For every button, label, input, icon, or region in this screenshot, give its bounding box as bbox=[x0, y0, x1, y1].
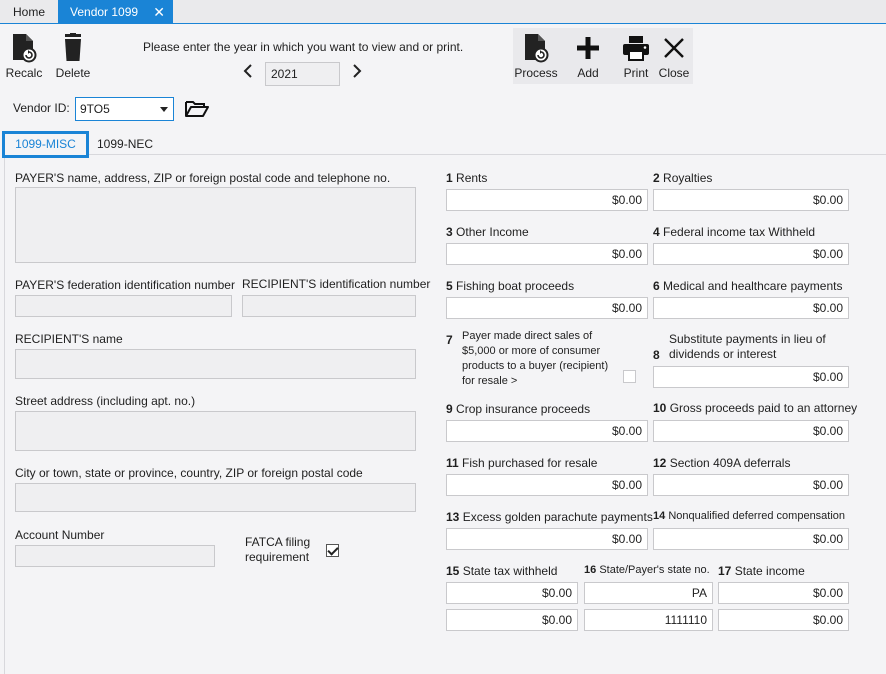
city-field[interactable] bbox=[15, 483, 416, 512]
payer-name-label: PAYER'S name, address, ZIP or foreign postal code and telephone no. bbox=[15, 171, 391, 185]
close-tab-icon[interactable]: ✕ bbox=[153, 4, 165, 20]
account-number-field[interactable] bbox=[15, 545, 215, 567]
street-address-label: Street address (including apt. no.) bbox=[15, 394, 196, 408]
payer-name-field[interactable] bbox=[15, 187, 416, 263]
tab-1099-nec[interactable]: 1099-NEC bbox=[97, 137, 154, 151]
box8-label: Substitute payments in lieu of dividends or interest bbox=[669, 332, 826, 361]
box15-state-tax-input-2[interactable]: $0.00 bbox=[446, 609, 578, 631]
year-input[interactable]: 2021 bbox=[265, 62, 340, 86]
city-label: City or town, state or province, country, ZIP or foreign postal code bbox=[15, 466, 363, 480]
close-button[interactable] bbox=[658, 30, 690, 80]
delete-label: Delete bbox=[55, 66, 91, 80]
recalc-icon bbox=[4, 30, 44, 66]
box17-state-income-input-2[interactable]: $0.00 bbox=[718, 609, 849, 631]
box16-state-no-input-2[interactable]: 1111110 bbox=[584, 609, 713, 631]
box8-substitute-payments-input[interactable]: $0.00 bbox=[653, 366, 849, 388]
box1-rents-input[interactable]: $0.00 bbox=[446, 189, 648, 211]
tab-vendor-label: Vendor 1099 bbox=[70, 5, 139, 19]
box10-label: 10 Gross proceeds paid to an attorney bbox=[653, 401, 858, 415]
box6-label: 6 Medical and healthcare payments bbox=[653, 279, 843, 293]
box15-label: 15 State tax withheld bbox=[446, 564, 558, 578]
account-number-label: Account Number bbox=[15, 528, 105, 542]
box5-label: 5 Fishing boat proceeds bbox=[446, 279, 575, 293]
box16-state-no-input-1[interactable]: PA bbox=[584, 582, 713, 604]
vendor-id-value: 9TO5 bbox=[80, 102, 110, 116]
print-button[interactable] bbox=[619, 30, 653, 80]
box16-label: 16 State/Payer's state no. bbox=[584, 564, 710, 576]
box7-direct-sales-checkbox[interactable] bbox=[623, 370, 636, 383]
box2-royalties-input[interactable]: $0.00 bbox=[653, 189, 849, 211]
box12-label: 12 Section 409A deferrals bbox=[653, 456, 791, 470]
fatca-checkbox[interactable] bbox=[326, 544, 339, 557]
tab-home[interactable]: Home bbox=[12, 5, 45, 19]
box17-label: 17 State income bbox=[718, 564, 805, 578]
payer-fed-id-field[interactable] bbox=[15, 295, 232, 317]
year-instruction: Please enter the year in which you want to view and or print. bbox=[143, 40, 464, 54]
process-icon bbox=[514, 30, 558, 66]
vendor-id-label: Vendor ID: bbox=[13, 101, 70, 115]
close-icon bbox=[658, 30, 690, 66]
recipient-name-field[interactable] bbox=[15, 349, 416, 379]
year-prev-chevron-icon[interactable] bbox=[243, 64, 253, 84]
box3-other-income-input[interactable]: $0.00 bbox=[446, 243, 648, 265]
vendor-id-select[interactable] bbox=[75, 97, 174, 121]
recipient-id-label: RECIPIENT'S identification number bbox=[242, 277, 431, 291]
box13-golden-parachute-input[interactable]: $0.00 bbox=[446, 528, 648, 550]
tab-1099-misc[interactable]: 1099-MISC bbox=[2, 131, 89, 158]
trash-icon bbox=[54, 30, 92, 66]
street-address-field[interactable] bbox=[15, 411, 416, 451]
plus-icon bbox=[573, 30, 603, 66]
box1-label: 1 Rents bbox=[446, 171, 488, 185]
close-label: Close bbox=[658, 66, 690, 80]
recipient-name-label: RECIPIENT'S name bbox=[15, 332, 123, 346]
box13-label: 13 Excess golden parachute payments bbox=[446, 510, 653, 524]
box7-number: 7 bbox=[446, 333, 453, 347]
box2-label: 2 Royalties bbox=[653, 171, 713, 185]
tab-divider bbox=[89, 154, 886, 155]
payer-fed-id-label: PAYER'S federation identification number bbox=[15, 278, 235, 292]
box6-medical-input[interactable]: $0.00 bbox=[653, 297, 849, 319]
folder-open-icon[interactable] bbox=[185, 100, 209, 121]
box10-attorney-input[interactable]: $0.00 bbox=[653, 420, 849, 442]
fatca-label: FATCA filing requirement bbox=[245, 535, 311, 564]
tab-vendor-1099[interactable] bbox=[58, 0, 173, 24]
delete-button[interactable] bbox=[54, 30, 92, 80]
box12-409a-input[interactable]: $0.00 bbox=[653, 474, 849, 496]
box9-label: 9 Crop insurance proceeds bbox=[446, 402, 591, 416]
box8-number: 8 bbox=[653, 348, 660, 362]
printer-icon bbox=[619, 30, 653, 66]
box3-label: 3 Other Income bbox=[446, 225, 529, 239]
process-button[interactable] bbox=[514, 30, 558, 80]
box9-crop-insurance-input[interactable]: $0.00 bbox=[446, 420, 648, 442]
print-label: Print bbox=[623, 66, 649, 80]
recalc-button[interactable] bbox=[4, 30, 44, 80]
box14-label: 14 Nonqualified deferred compensation bbox=[653, 510, 846, 522]
box11-label: 11 Fish purchased for resale bbox=[446, 456, 598, 470]
box17-state-income-input-1[interactable]: $0.00 bbox=[718, 582, 849, 604]
box15-state-tax-input-1[interactable]: $0.00 bbox=[446, 582, 578, 604]
box11-fish-purchased-input[interactable]: $0.00 bbox=[446, 474, 648, 496]
box7-label: Payer made direct sales of $5,000 or more of consumer products to a buyer (recipient) for resale > bbox=[462, 330, 609, 387]
add-label: Add bbox=[577, 66, 599, 80]
recalc-label: Recalc bbox=[5, 66, 43, 80]
recipient-id-field[interactable] bbox=[242, 295, 416, 317]
chevron-down-icon bbox=[160, 107, 168, 112]
add-button[interactable] bbox=[573, 30, 603, 80]
box4-federal-tax-input[interactable]: $0.00 bbox=[653, 243, 849, 265]
form-left-border bbox=[4, 158, 5, 674]
box5-fishing-boat-input[interactable]: $0.00 bbox=[446, 297, 648, 319]
box14-nonqualified-input[interactable]: $0.00 bbox=[653, 528, 849, 550]
box4-label: 4 Federal income tax Withheld bbox=[653, 225, 816, 239]
process-label: Process bbox=[514, 66, 558, 80]
year-next-chevron-icon[interactable] bbox=[352, 64, 362, 84]
